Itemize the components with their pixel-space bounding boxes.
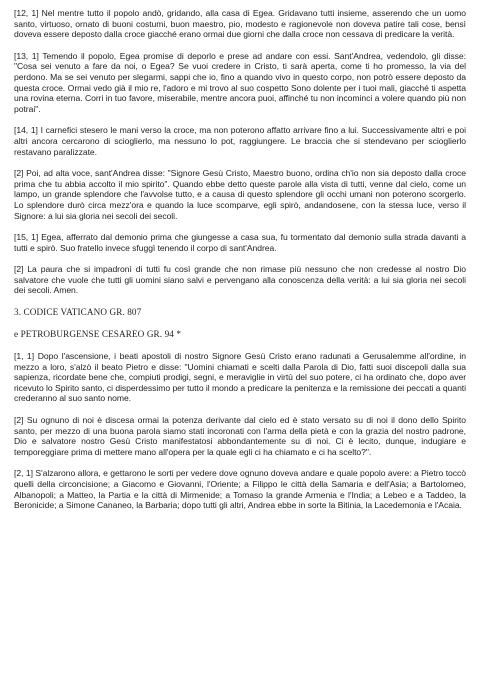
paragraph-14-2: [2] Poi, ad alta voce, sant'Andrea disse: "Signore Gesù Cristo, Maestro buono, ordina ch'io non sia deposto dalla croce prima che tu abbia accolto il mio spirito". Quando ebbe detto queste parole alla vista di tutti, venne dal cielo, come un lampo, un grande splendore che l'avvolse tutto, e a causa di questo splendore gli occhi umani non poterono scorgerlo. Lo splendore durò circa mezz'ora e quando la luce scomparve, egli spirò, andandosene, con la stessa luce, verso il Signore: a lui sia gloria nei secoli dei secoli. [14,168,466,221]
section-subheading: e PETROBURGENSE CESAREO GR. 94 * [14,329,182,340]
paragraph-1-1: [1, 1] Dopo l'ascensione, i beati apostoli di nostro Signore Gesù Cristo erano radunati a Gerusalemme all'ordine, in mezzo a loro, s'alzò il beato Pietro e disse: "Uomini chiamati e scelti dalla Parola di Dio, fatti suoi discepoli dalla sua sapienza, ricordate bene che, compiuti prodigi, segni, e meraviglie in virtù del suo potere, ci ha ordinato che, dopo aver ricevuto lo Spirito santo, ci disperdessimo per tutto il mondo a predicare la penitenza e la remissione dei peccati a quanti crederanno al suo santo nome. [14,351,466,404]
paragraph-14-1: [14, 1] I carnefici stesero le mani verso la croce, ma non poterono affatto arrivare fino a lui. Successivamente altri e poi altri ancora cercarono di scioglierlo, ma nessuno lo pot, raggiungere. Le braccia che si stendevano per scioglierlo restavano paralizzate. [14,125,466,157]
paragraph-15-2: [2] La paura che si impadronì di tutti fu così grande che non rimase più nessuno che non credesse al nostro Dio salvatore che vuole che tutti gli uomini siano salvi e pervengano alla conoscenza della verità: a lui sia gloria nei secoli dei secoli. Amen. [14,264,466,296]
paragraph-1-2: [2] Su ognuno di noi è discesa ormai la potenza derivante dal cielo ed è stato versato su di noi il dono dello Spirito santo, per mezzo di una buona parola siamo stati incoronati con l'arma della pietà e con la grazia del nostro padrone, Dio e salvatore nostro Gesù Cristo manifestatosi abbondantemente su di noi. Ci è lecito, dunque, indugiare e temporeggiare prima di mettere mano all'opera per la quale egli ci ha chiamato e ci ha scelto?". [14,415,466,457]
paragraph-15-1: [15, 1] Egea, afferrato dal demonio prima che giungesse a casa sua, fu tormentato dal demonio sulla strada davanti a tutti e spirò. Suo fratello invece sfuggì tenendo il corpo di sant'Andrea. [14,232,466,253]
paragraph-2-1: [2, 1] S'alzarono allora, e gettarono le sorti per vedere dove ognuno doveva andare e quale popolo avere: a Pietro toccò quelli della circoncisione; a Giacomo e Giovanni, l'Oriente; a Filippo le città della Samaria e dell'Asia; a Bartolomeo, Albanopoli; a Matteo, la Partia e la città di Mirmenide; a Tomaso la grande Armenia e l'India; a Lebeo e a Taddeo, la Beronicide; a Simone Cananeo, la Barbaria; dopo tutti gli altri, Andrea ebbe in sorte la Bitinia, la Lacedemonia e l'Acaia. [14,468,466,511]
paragraph-12-1: [12, 1] Nel mentre tutto il popolo andò, gridando, alla casa di Egea. Gridavano tutti insieme, asserendo che un uomo santo, virtuoso, ornato di buoni costumi, buon maestro, pio, modesto e ragionevole non doveva patire tali cose, bensì doveva essere deposto dalla croce giacché erano ormai due giorni che dalla croce non cessava di predicare la verità. [14,8,466,40]
paragraph-13-1: [13, 1] Temendo il popolo, Egea promise di deporlo e prese ad andare con essi. Sant'Andrea, vedendolo, gli disse: "Cosa sei venuto a fare da noi, o Egea? Se vuoi credere in Cristo, ti sarà aperta, come ti ho promesso, la via del perdono. Ma se sei venuto per slegarmi, sappi che io, fino a quando vivo in questo corpo, non potrò essere deposto da questa croce. Ormai vedo già il mio re, l'adoro e mi trovo al suo cospetto Sono dolente per i tuoi mali, giacché ti aspetta una rovina eterna. Corri in tuo favore, miserabile, mentre ancora puoi, affinché tu non incominci a volere quando più non potrai". [14,50,466,114]
section-heading: 3. CODICE VATICANO GR. 807 [14,307,142,318]
